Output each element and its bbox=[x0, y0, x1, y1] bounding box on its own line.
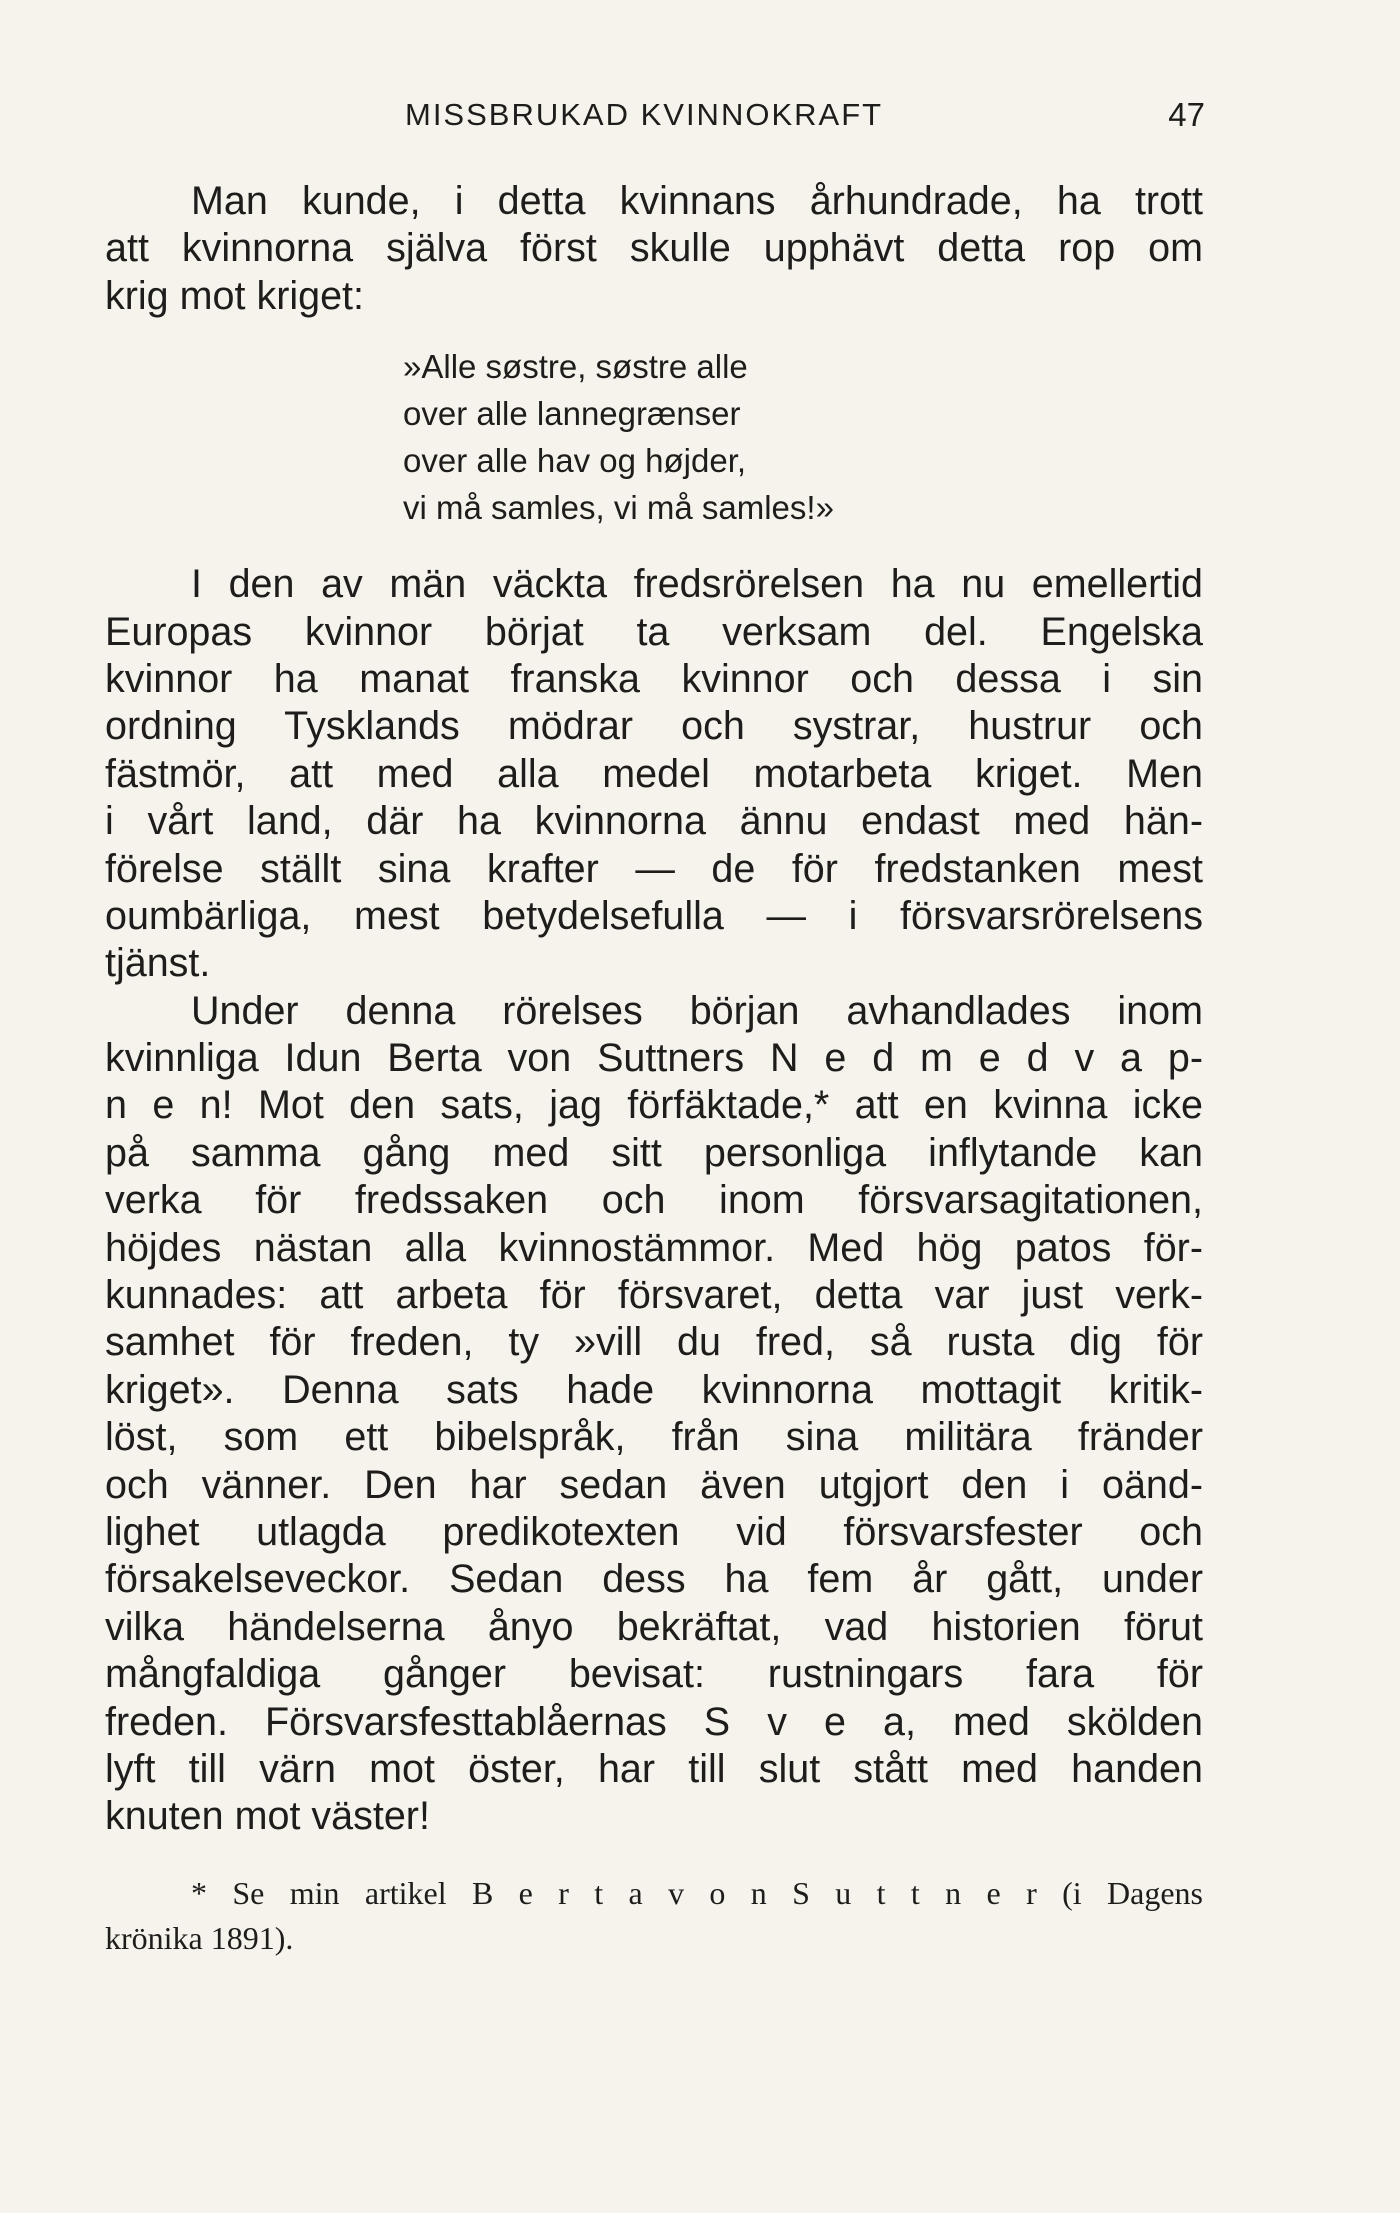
text-line: oumbärliga, mest betydelsefulla — i försvarsrörelsens bbox=[105, 893, 1203, 938]
poem-line: »Alle søstre, søstre alle bbox=[403, 348, 748, 386]
footnote-line: * Se min artikel B e r t a v o n S u t t n e r (i Dagens bbox=[191, 1874, 1203, 1911]
text-line: och vänner. Den har sedan även utgjort den i oänd- bbox=[105, 1462, 1203, 1507]
text-line: Under denna rörelses början avhandlades inom bbox=[191, 988, 1203, 1033]
text-line: kriget». Denna sats hade kvinnorna mottagit kritik- bbox=[105, 1367, 1203, 1412]
text-line: försakelseveckor. Sedan dess ha fem år gått, under bbox=[105, 1557, 1203, 1602]
text-line: kvinnor ha manat franska kvinnor och dessa i sin bbox=[105, 656, 1203, 701]
text-line: höjdes nästan alla kvinnostämmor. Med hög patos för- bbox=[105, 1225, 1203, 1270]
text-line: mångfaldiga gånger bevisat: rustningars fara för bbox=[105, 1652, 1203, 1697]
text-line: ordning Tysklands mödrar och systrar, hustrur och bbox=[105, 704, 1203, 749]
page-number: 47 bbox=[1168, 96, 1205, 133]
text-line: tjänst. bbox=[105, 941, 211, 986]
text-line: verka för fredssaken och inom försvarsagitationen, bbox=[105, 1178, 1203, 1223]
paragraph-2 bbox=[105, 561, 1203, 988]
text-line: krig mot kriget: bbox=[105, 273, 365, 318]
running-header bbox=[105, 95, 1205, 135]
footnote-line: krönika 1891). bbox=[105, 1919, 294, 1956]
body-text bbox=[105, 178, 1203, 1961]
text-line: knuten mot väster! bbox=[105, 1794, 430, 1839]
text-line: I den av män väckta fredsrörelsen ha nu emellertid bbox=[191, 562, 1203, 607]
text-line: lyft till värn mot öster, har till slut stått med handen bbox=[105, 1746, 1203, 1791]
footnote bbox=[105, 1871, 1203, 1961]
text-line: löst, som ett bibelspråk, från sina militära fränder bbox=[105, 1415, 1203, 1460]
text-line: vilka händelserna ånyo bekräftat, vad historien förut bbox=[105, 1604, 1203, 1649]
text-line: n e n! Mot den sats, jag förfäktade,* att en kvinna icke bbox=[105, 1083, 1203, 1128]
text-line: samhet för freden, ty »vill du fred, så rusta dig för bbox=[105, 1320, 1203, 1365]
text-line: kvinnliga Idun Berta von Suttners N e d m e d v a p- bbox=[105, 1036, 1203, 1081]
poem-line: over alle lannegrænser bbox=[403, 395, 741, 433]
text-line: fästmör, att med alla medel motarbeta kriget. Men bbox=[105, 751, 1203, 796]
poem-line: over alle hav og højder, bbox=[403, 442, 747, 480]
text-line: kunnades: att arbeta för försvaret, detta var just verk- bbox=[105, 1273, 1203, 1318]
paragraph-3 bbox=[105, 988, 1203, 1841]
text-line: Man kunde, i detta kvinnans århundrade, ha trott bbox=[191, 179, 1203, 223]
text-line: lighet utlagda predikotexten vid försvarsfester och bbox=[105, 1509, 1203, 1554]
text-line: att kvinnorna själva först skulle upphävt detta rop om bbox=[105, 226, 1203, 271]
paragraph-1 bbox=[105, 178, 1203, 320]
poem-quote bbox=[105, 343, 1203, 531]
text-line: förelse ställt sina krafter — de för fredstanken mest bbox=[105, 846, 1203, 891]
text-line: Europas kvinnor börjat ta verksam del. Engelska bbox=[105, 609, 1203, 654]
running-title: MISSBRUKAD KVINNOKRAFT bbox=[405, 97, 884, 132]
text-line: i vårt land, där ha kvinnorna ännu endast med hän- bbox=[105, 799, 1203, 844]
poem-line: vi må samles, vi må samles!» bbox=[403, 489, 834, 527]
text-line: freden. Försvarsfesttablåernas S v e a, med skölden bbox=[105, 1699, 1203, 1744]
text-line: på samma gång med sitt personliga inflytande kan bbox=[105, 1130, 1203, 1175]
